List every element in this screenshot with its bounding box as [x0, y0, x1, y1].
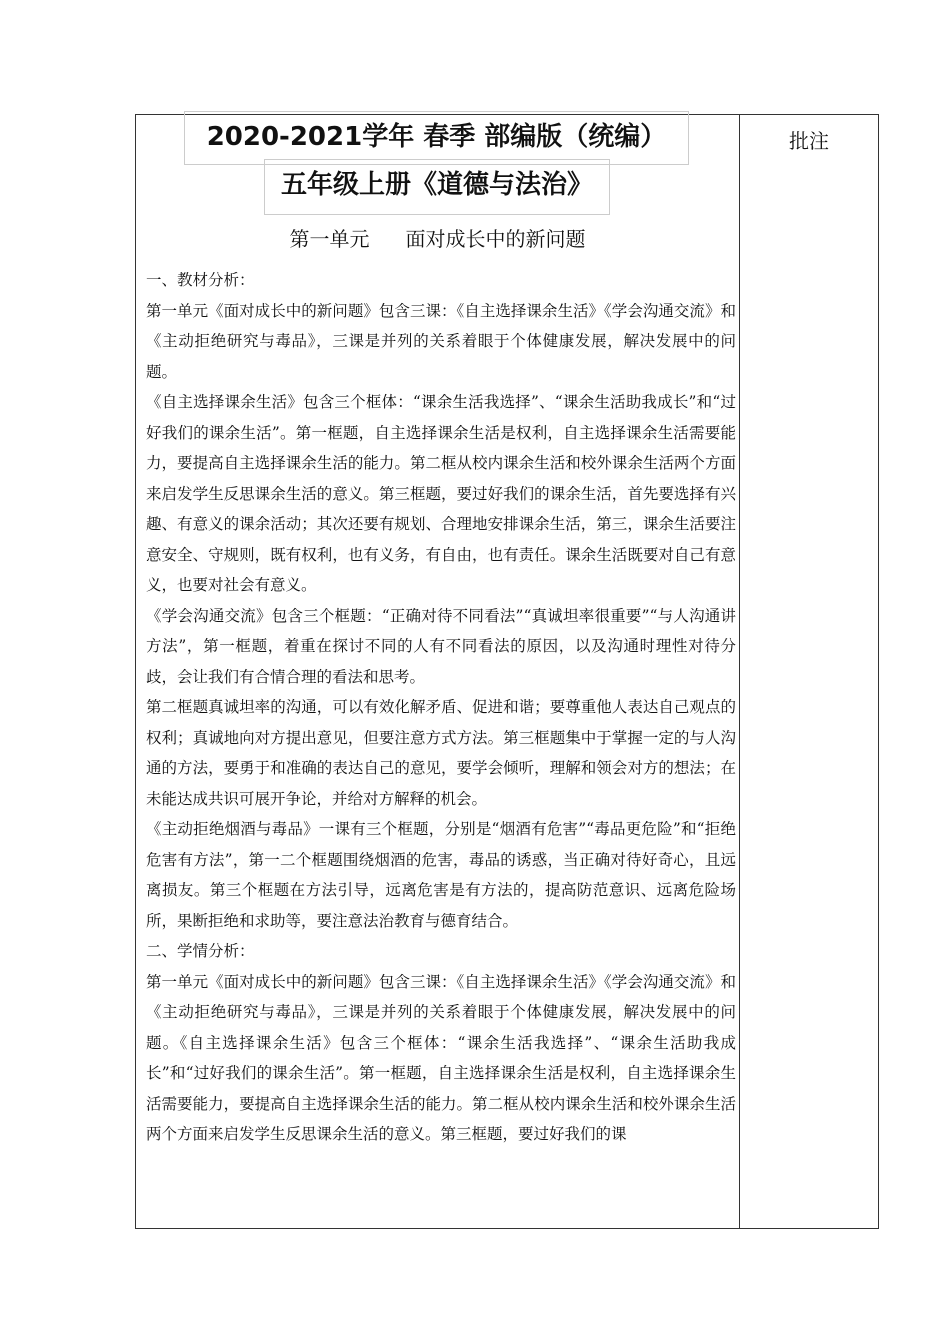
paragraph: 《主动拒绝烟酒与毒品》一课有三个框题，分别是“烟酒有危害”“毒品更危险”和“拒绝危害有方法”，第一二个框题围绕烟酒的危害，毒品的诱惑，当正确对待好奇心，且远离损友。第三个框题在方法引导，远离危害是有方法的，提高防范意识、远离危险场所，果断拒绝和求助等，要注意法治教育与德育结合。: [146, 820, 736, 930]
paragraph: 第一单元《面对成长中的新问题》包含三课：《自主选择课余生活》《学会沟通交流》和《主动拒绝研究与毒品》，三课是并列的关系着眼于个体健康发展，解决发展中的问题。《自主选择课余生活》包含三个框体：“课余生活我选择”、“课余生活助我成长”和“过好我们的课余生活”。第一框题，自主选择课余生活是权利，自主选择课余生活需要能力，要提高自主选择课余生活的能力。第二框从校内课余生活和校外课余生活两个方面来启发学生反思课余生活的意义。第三框题，要过好我们的课: [146, 972, 736, 1143]
section-heading: 二、学情分析：: [146, 942, 255, 960]
section-heading: 一、教材分析：: [146, 271, 255, 289]
paragraph: 《自主选择课余生活》包含三个框体：“课余生活我选择”、“课余生活助我成长”和“过好我们的课余生活”。第一框题，自主选择课余生活是权利，自主选择课余生活需要能力，要提高自主选择课余生活的能力。第二框从校内课余生活和校外课余生活两个方面来启发学生反思课余生活的意义。第三框题，要过好我们的课余生活，首先要选择有兴趣、有意义的课余活动；其次还要有规划、合理地安排课余生活，第三，课余生活要注意安全、守规则，既有权利，也有义务，有自由，也有责任。课余生活既要对自己有意义，也要对社会有意义。: [146, 393, 736, 594]
content-cell: [136, 115, 740, 1228]
lesson-plan-table: [135, 114, 879, 1229]
annotation-cell: [740, 115, 878, 1228]
paragraph: 《学会沟通交流》包含三个框题：“正确对待不同看法”“真诚坦率很重要”“与人沟通讲方法”，第一框题，着重在探讨不同的人有不同看法的原因，以及沟通时理性对待分歧，会让我们有合情合理的看法和思考。: [146, 606, 736, 686]
document-title-line1: 2020-2021学年 春季 部编版（统编）: [184, 111, 689, 165]
unit-name: 面对成长中的新问题: [405, 227, 586, 251]
unit-number: 第一单元: [289, 227, 370, 251]
body-text: [146, 265, 736, 1150]
annotation-label: 批注: [789, 129, 829, 153]
unit-heading: [136, 223, 739, 252]
paragraph: 第一单元《面对成长中的新问题》包含三课：《自主选择课余生活》《学会沟通交流》和《主动拒绝研究与毒品》，三课是并列的关系着眼于个体健康发展，解决发展中的问题。: [146, 301, 736, 381]
document-title-line2: 五年级上册《道德与法治》: [264, 159, 610, 215]
paragraph: 第二框题真诚坦率的沟通，可以有效化解矛盾、促进和谐；要尊重他人表达自己观点的权利；真诚地向对方提出意见，但要注意方式方法。第三框题集中于掌握一定的与人沟通的方法，要勇于和准确的表达自己的意见，要学会倾听，理解和领会对方的想法；在未能达成共识可展开争论，并给对方解释的机会。: [146, 698, 736, 808]
